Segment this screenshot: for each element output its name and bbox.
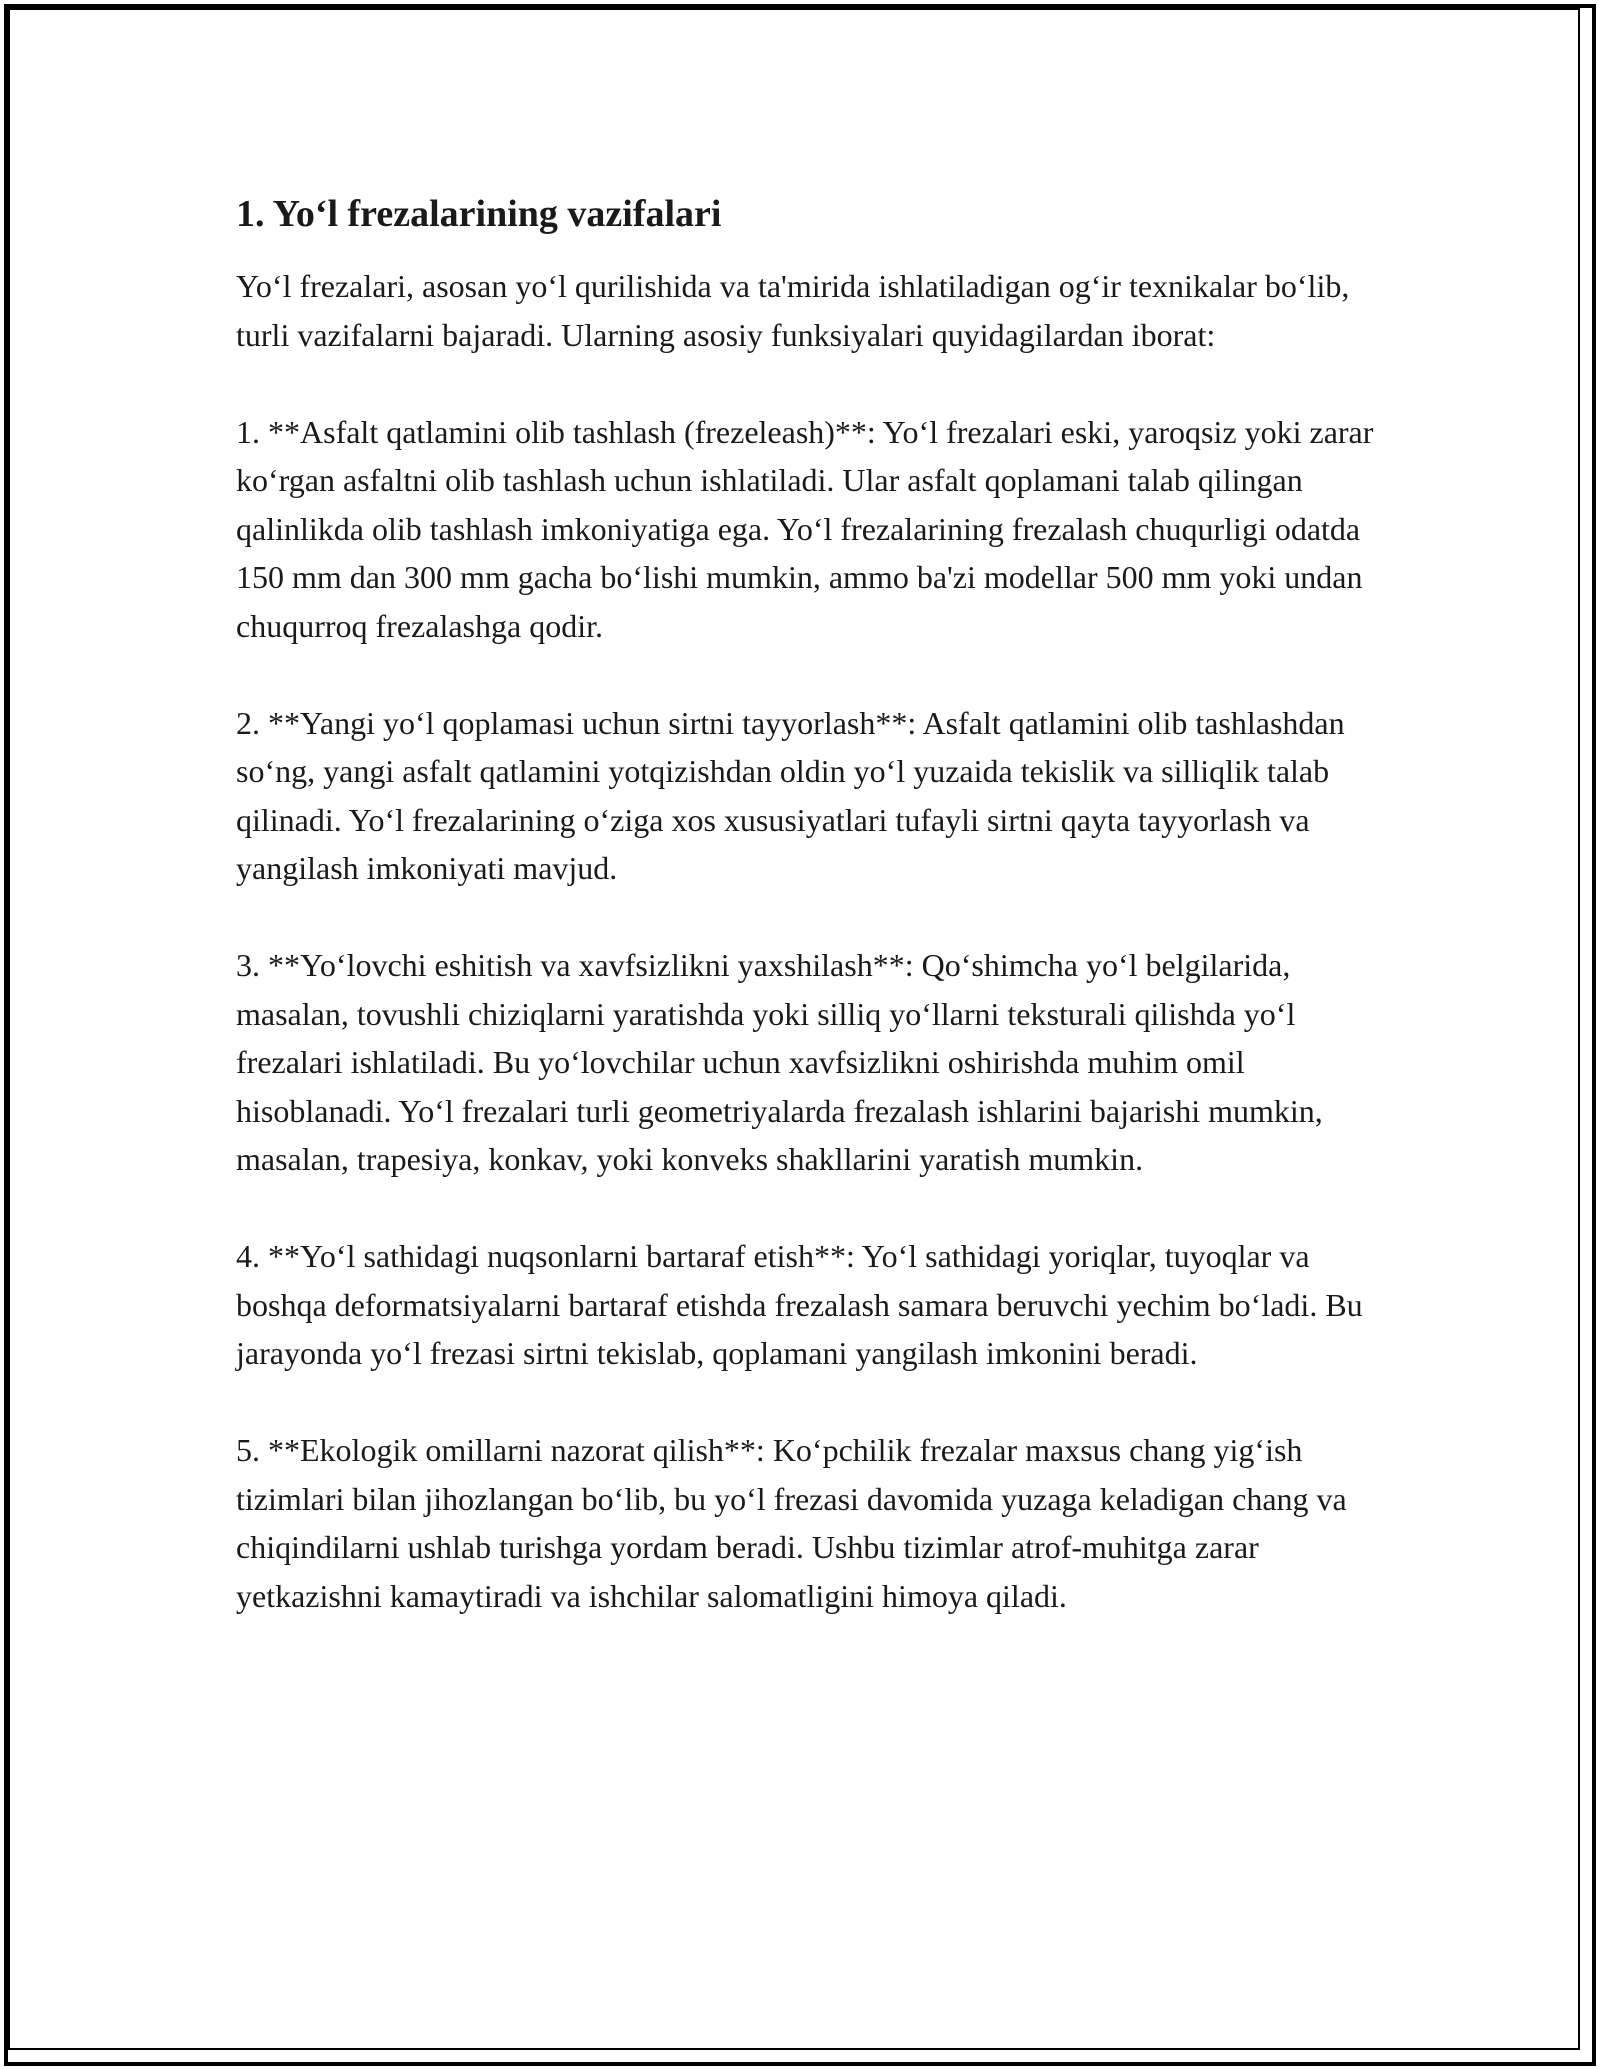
list-item-1-paragraph: 1. **Asfalt qatlamini olib tashlash (frezeleash)**: Yoʻl frezalari eski, yaroqsiz yoki zarar koʻrgan asfaltni olib tashlash uchun ishlatiladi. Ular asfalt qoplamani talab qilingan qalinlikda olib tashlash imkoniyatiga ega. Yoʻl frezalarining frezalash chuqurligi odatda 150 mm dan 300 mm gacha boʻlishi mumkin, ammo ba'zi modellar 500 mm yoki undan chuqurroq frezalashga qodir. (236, 413, 1374, 644)
intro-paragraph: Yoʻl frezalari, asosan yoʻl qurilishida va ta'mirida ishlatiladigan ogʻir texnikalar boʻlib, turli vazifalarni bajaradi. Ularning asosiy funksiyalari quyidagilardan iborat: (236, 268, 1350, 353)
list-item-2-paragraph: 2. **Yangi yoʻl qoplamasi uchun sirtni tayyorlash**: Asfalt qatlamini olib tashlashdan soʻng, yangi asfalt qatlamini yotqizishdan oldin yoʻl yuzaida tekislik va silliqlik talab qilinadi. Yoʻl frezalarining oʻziga xos xususiyatlari tufayli sirtni qayta tayyorlash va yangilash imkoniyati mavjud. (236, 704, 1345, 886)
document-title: 1. Yoʻl frezalarining vazifalari (236, 193, 722, 235)
list-item-3-paragraph: 3. **Yoʻlovchi eshitish va xavfsizlikni yaxshilash**: Qoʻshimcha yoʻl belgilarida, masalan, tovushli chiziqlarni yaratishda yoki silliq yoʻllarni teksturali qilishda yoʻl frezalari ishlatiladi. Bu yoʻlovchilar uchun xavfsizlikni oshirishda muhim omil hisoblanadi. Yoʻl frezalari turli geometriyalarda frezalash ishlarini bajarishi mumkin, masalan, trapesiya, konkav, yoki konveks shakllarini yaratish mumkin. (236, 947, 1323, 1177)
document-body (236, 190, 1376, 1669)
list-item-5-paragraph: 5. **Ekologik omillarni nazorat qilish**: Koʻpchilik frezalar maxsus chang yigʻish tizimlari bilan jihozlangan boʻlib, bu yoʻl frezasi davomida yuzaga keladigan chang va chiqindilarni ushlab turishga yordam beradi. Ushbu tizimlar atrof-muhitga zarar yetkazishni kamaytiradi va ishchilar salomatligini himoya qiladi. (236, 1432, 1347, 1614)
list-item-4-paragraph: 4. **Yoʻl sathidagi nuqsonlarni bartaraf etish**: Yoʻl sathidagi yoriqlar, tuyoqlar va boshqa deformatsiyalarni bartaraf etishda frezalash samara beruvchi yechim boʻladi. Bu jarayonda yoʻl frezasi sirtni tekislab, qoplamani yangilash imkonini beradi. (236, 1238, 1363, 1371)
